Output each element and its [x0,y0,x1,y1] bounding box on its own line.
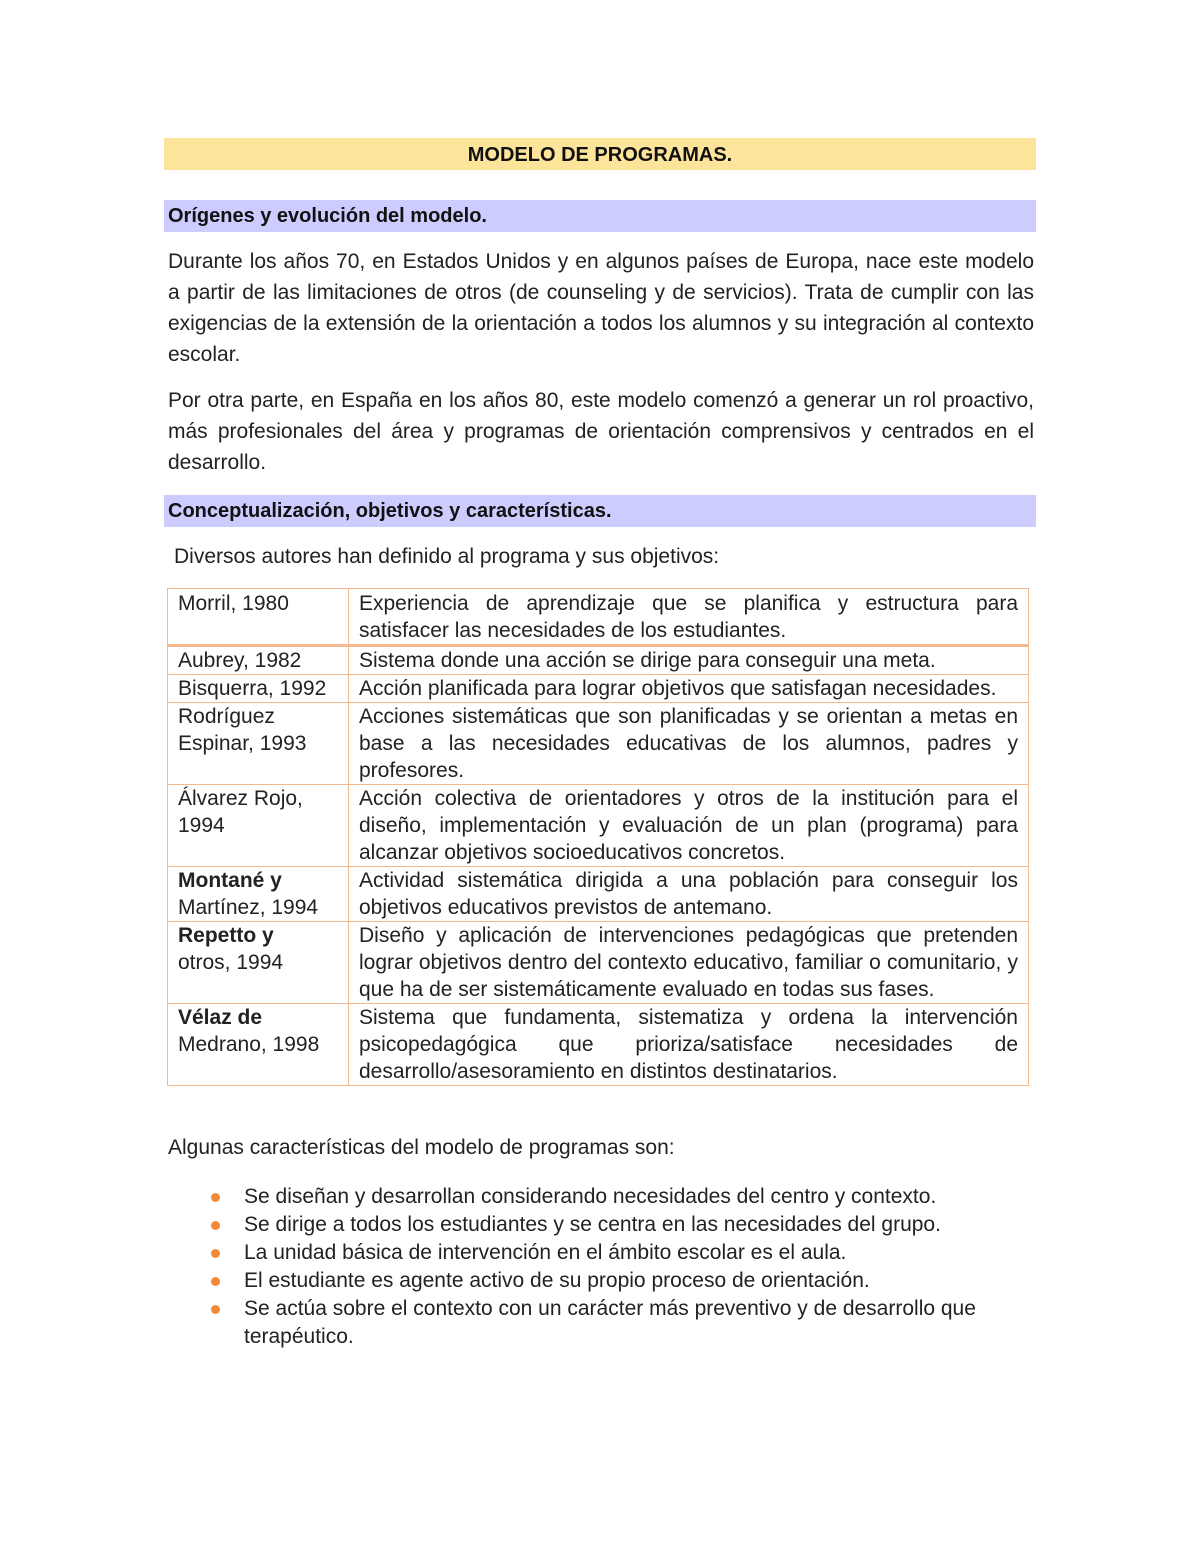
list-item: Se diseñan y desarrollan considerando necesidades del centro y contexto. [164,1183,1036,1211]
list-item: La unidad básica de intervención en el ámbito escolar es el aula. [164,1239,1036,1267]
table-row [168,922,1029,1004]
paragraph: Durante los años 70, en Estados Unidos y en algunos países de Europa, nace este modelo a partir de las limitaciones de otros (de counseling y de servicios). Trata de cumplir con las exigencias de la extensión de la orientación a todos los alumnos y su integración al contexto escolar. [168,250,1034,366]
definition-cell: Experiencia de aprendizaje que se planifica y estructura para satisfacer las necesidades de los estudiantes. [349,589,1029,646]
table-row [168,1004,1029,1086]
section-heading-origins: Orígenes y evolución del modelo. [164,200,1036,232]
table-row [168,867,1029,922]
author-cell: Rodríguez Espinar, 1993 [168,703,349,785]
definition-cell: Acción colectiva de orientadores y otros de la institución para el diseño, implementación y evaluación de un plan (programa) para alcanzar objetivos socioeducativos concretos. [349,785,1029,867]
author-cell: Montané y Martínez, 1994 [168,867,349,922]
definition-cell: Actividad sistemática dirigida a una población para conseguir los objetivos educativos previstos de antemano. [349,867,1029,922]
table-row [168,646,1029,675]
paragraph: Por otra parte, en España en los años 80, este modelo comenzó a generar un rol proactivo, más profesionales del área y programas de orientación comprensivos y centrados en el desarrollo. [168,389,1034,474]
document-page [164,138,1036,1351]
table-row [168,703,1029,785]
definition-cell: Acciones sistemáticas que son planificadas y se orientan a metas en base a las necesidades educativas de los alumnos, padres y profesores. [349,703,1029,785]
author-cell: Bisquerra, 1992 [168,675,349,703]
definition-cell: Sistema donde una acción se dirige para conseguir una meta. [349,646,1029,675]
table-row [168,785,1029,867]
table-intro: Diversos autores han definido al programa y sus objetivos: [174,545,720,568]
list-item: El estudiante es agente activo de su propio proceso de orientación. [164,1267,1036,1295]
definition-cell: Diseño y aplicación de intervenciones pedagógicas que pretenden lograr objetivos dentro del contexto educativo, familiar o comunitario, y que ha de ser sistemáticamente evaluado en todas sus fases. [349,922,1029,1004]
section-heading-concepts: Conceptualización, objetivos y características. [164,495,1036,527]
definition-cell: Acción planificada para lograr objetivos que satisfagan necesidades. [349,675,1029,703]
characteristics-list [164,1183,1036,1351]
list-intro: Algunas características del modelo de programas son: [168,1136,675,1159]
author-cell: Álvarez Rojo, 1994 [168,785,349,867]
authors-definitions-table [167,588,1029,1086]
author-cell: Aubrey, 1982 [168,646,349,675]
bullet-icon [211,1193,220,1202]
bullet-icon [211,1221,220,1230]
list-item: Se actúa sobre el contexto con un carácter más preventivo y de desarrollo que terapéutico. [164,1295,1036,1351]
list-item: Se dirige a todos los estudiantes y se centra en las necesidades del grupo. [164,1211,1036,1239]
table-row [168,675,1029,703]
document-title: MODELO DE PROGRAMAS. [164,138,1036,170]
definition-cell: Sistema que fundamenta, sistematiza y ordena la intervención psicopedagógica que prioriza/satisface necesidades de desarrollo/asesoramiento en distintos destinatarios. [349,1004,1029,1086]
author-cell: Vélaz de Medrano, 1998 [168,1004,349,1086]
bullet-icon [211,1277,220,1286]
table-row [168,589,1029,646]
author-cell: Repetto y otros, 1994 [168,922,349,1004]
bullet-icon [211,1305,220,1314]
author-cell: Morril, 1980 [168,589,349,646]
bullet-icon [211,1249,220,1258]
